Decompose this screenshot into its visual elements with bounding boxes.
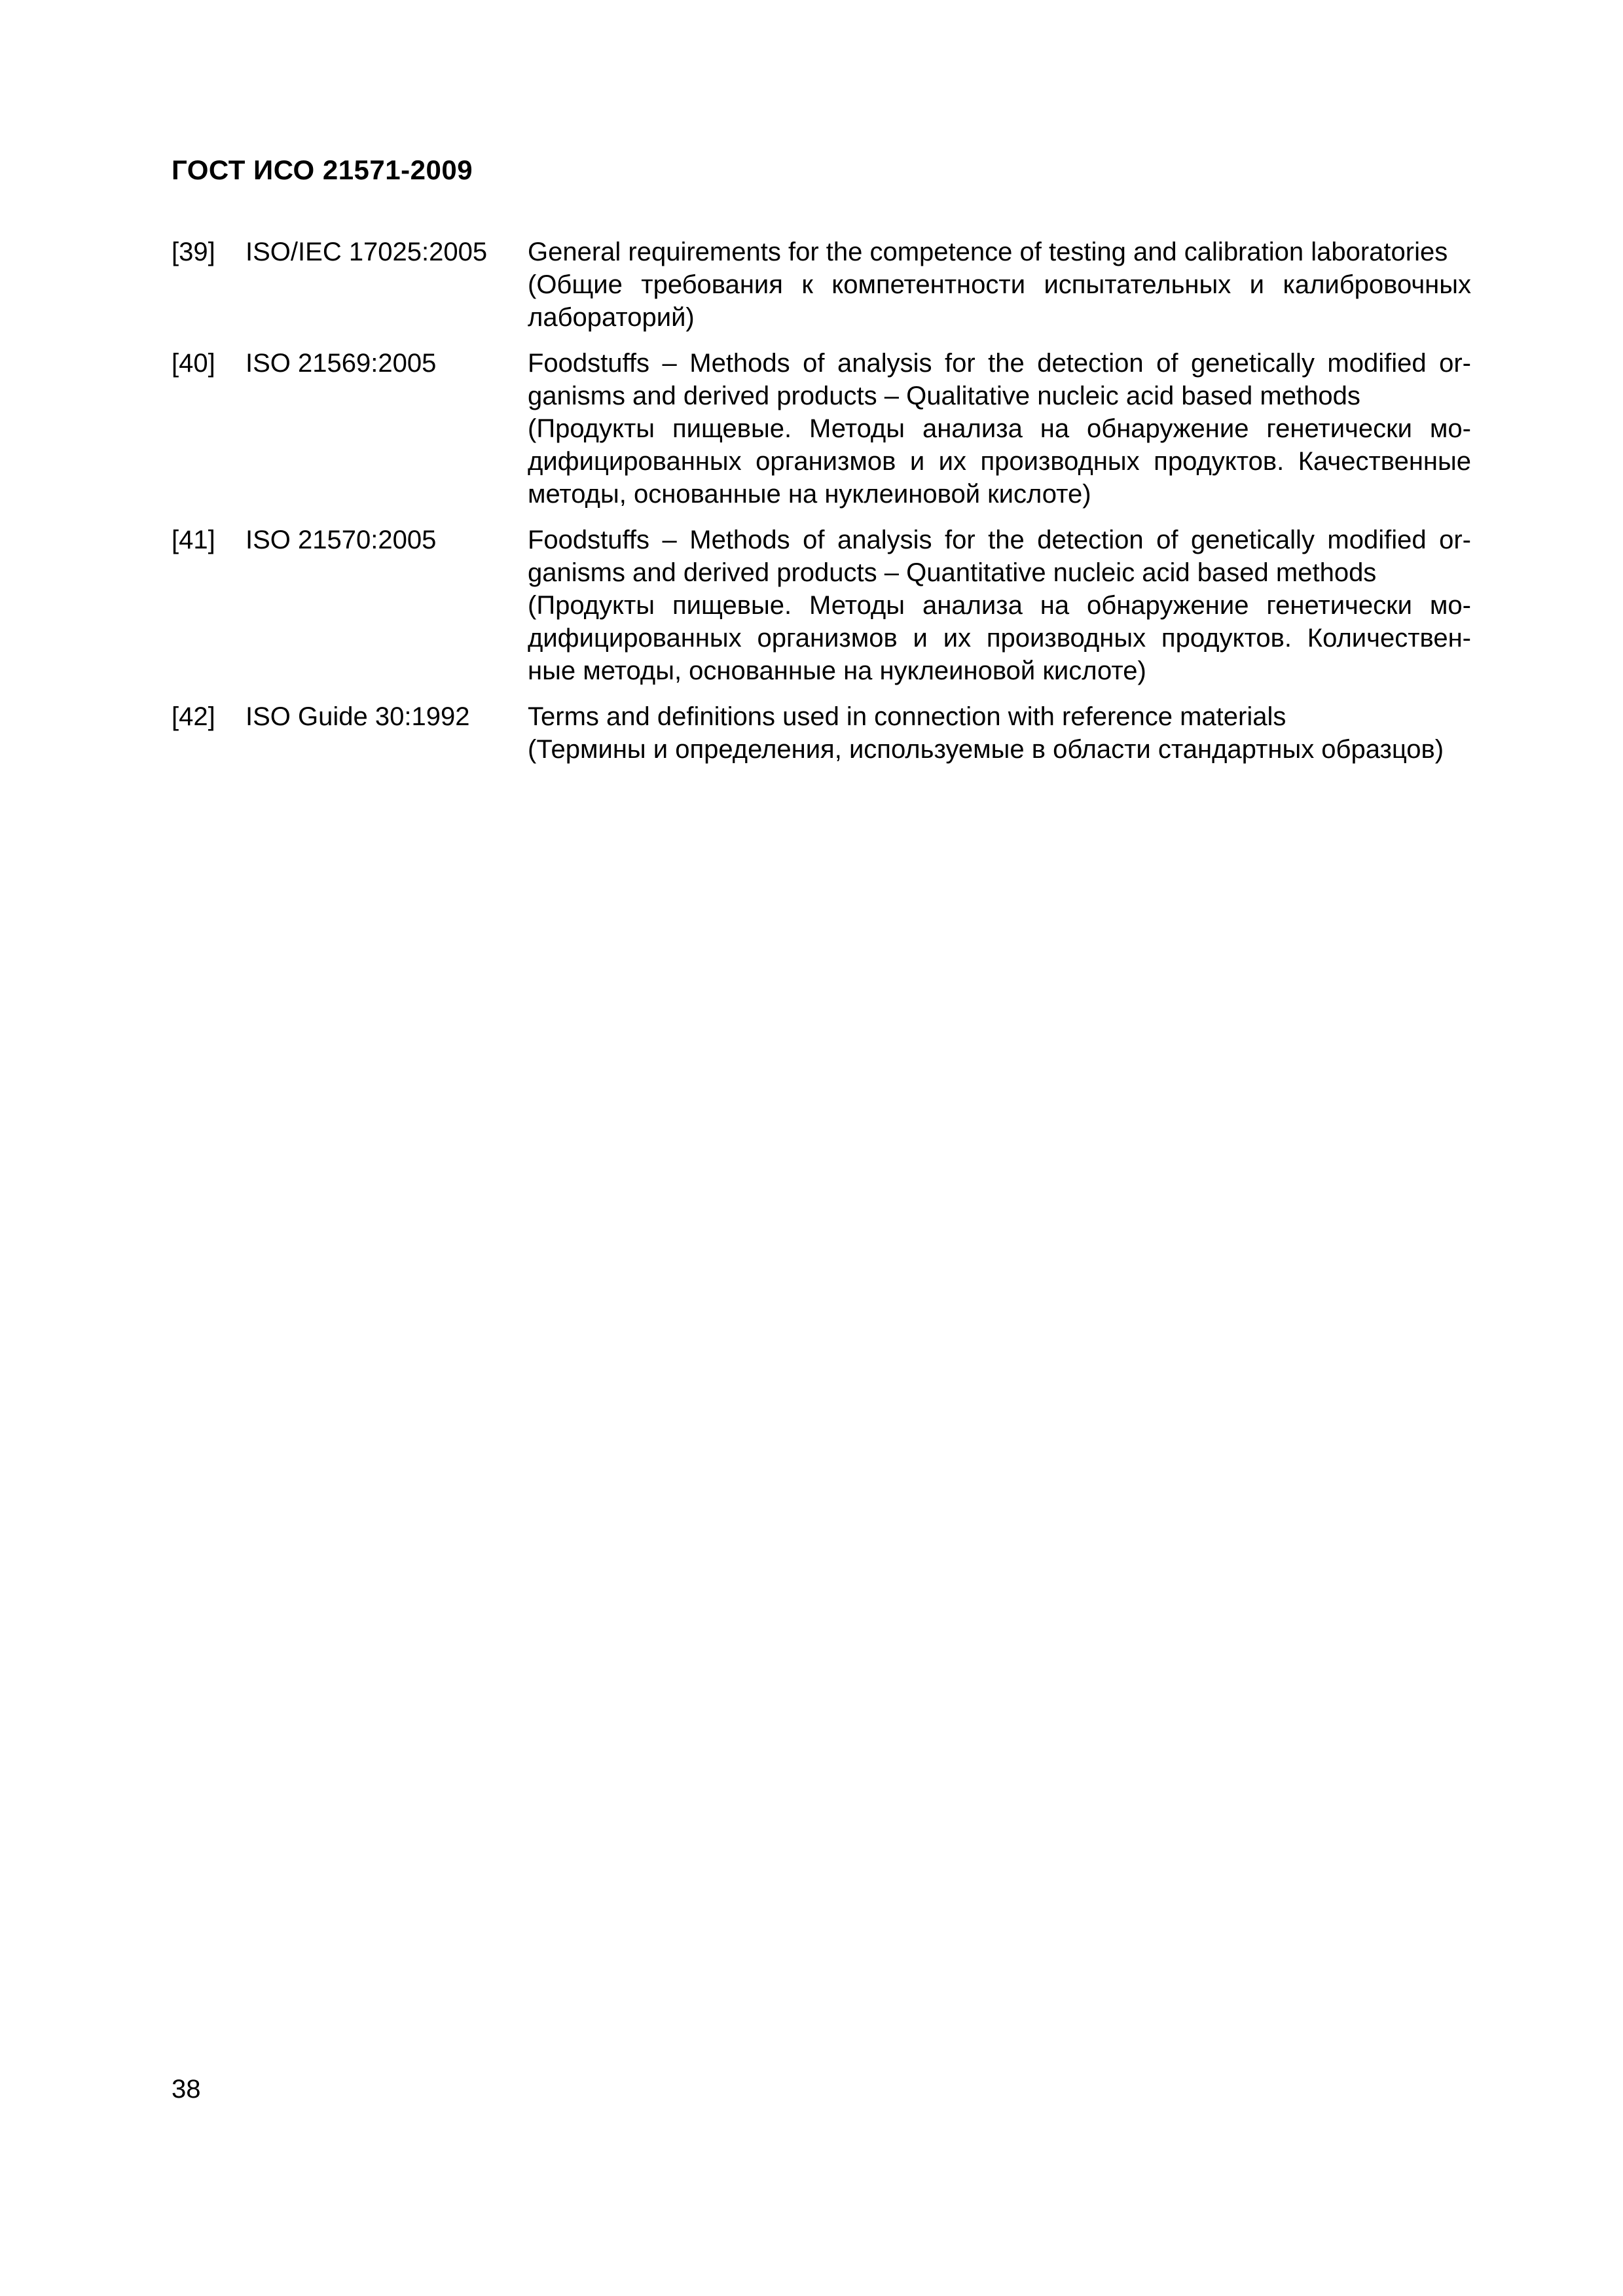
reference-translation-line: лабораторий) [528,303,695,332]
reference-title-line: General requirements for the competence of testing and calibration laboratories [528,238,1448,266]
standard-designation: ISO 21569:2005 [246,349,437,378]
bibliography-entry [172,524,1471,687]
reference-translation-line: методы, основанные на нуклеиновой кислоте) [528,480,1091,509]
reference-title-line: Foodstuffs – Methods of analysis for the detection of genetically modified or- [528,526,1471,554]
bibliography-entry [172,236,1471,334]
reference-number: [39] [172,238,215,266]
reference-title-line: ganisms and derived products – Quantitative nucleic acid based methods [528,558,1377,587]
standard-designation: ISO 21570:2005 [246,526,437,554]
reference-translation-line: дифицированных организмов и их производных продуктов. Качественные [528,447,1471,476]
reference-translation-line: (Продукты пищевые. Методы анализа на обнаружение генетически мо- [528,414,1471,443]
reference-translation-line: ные методы, основанные на нуклеиновой кислоте) [528,656,1146,685]
reference-number: [42] [172,702,215,731]
reference-text [528,236,1471,334]
bibliography-entry [172,700,1471,766]
bibliography-list [172,236,1471,779]
reference-title-line: Terms and definitions used in connection with reference materials [528,702,1286,731]
reference-title-line: Foodstuffs – Methods of analysis for the detection of genetically modified or- [528,349,1471,378]
reference-number: [40] [172,349,215,378]
reference-number: [41] [172,526,215,554]
reference-translation-line: (Общие требования к компетентности испытательных и калибровочных [528,270,1471,299]
page-number: 38 [172,2075,201,2104]
document-header-title: ГОСТ ИСО 21571-2009 [172,154,473,185]
standard-designation: ISO Guide 30:1992 [246,702,470,731]
reference-text [528,700,1471,766]
reference-translation-line: (Термины и определения, используемые в области стандартных образцов) [528,735,1444,764]
bibliography-entry [172,347,1471,511]
reference-text [528,347,1471,511]
reference-translation-line: дифицированных организмов и их производных продуктов. Количествен- [528,624,1471,653]
reference-text [528,524,1471,687]
standard-designation: ISO/IEC 17025:2005 [246,238,488,266]
reference-title-line: ganisms and derived products – Qualitative nucleic acid based methods [528,382,1360,410]
reference-translation-line: (Продукты пищевые. Методы анализа на обнаружение генетически мо- [528,591,1471,620]
